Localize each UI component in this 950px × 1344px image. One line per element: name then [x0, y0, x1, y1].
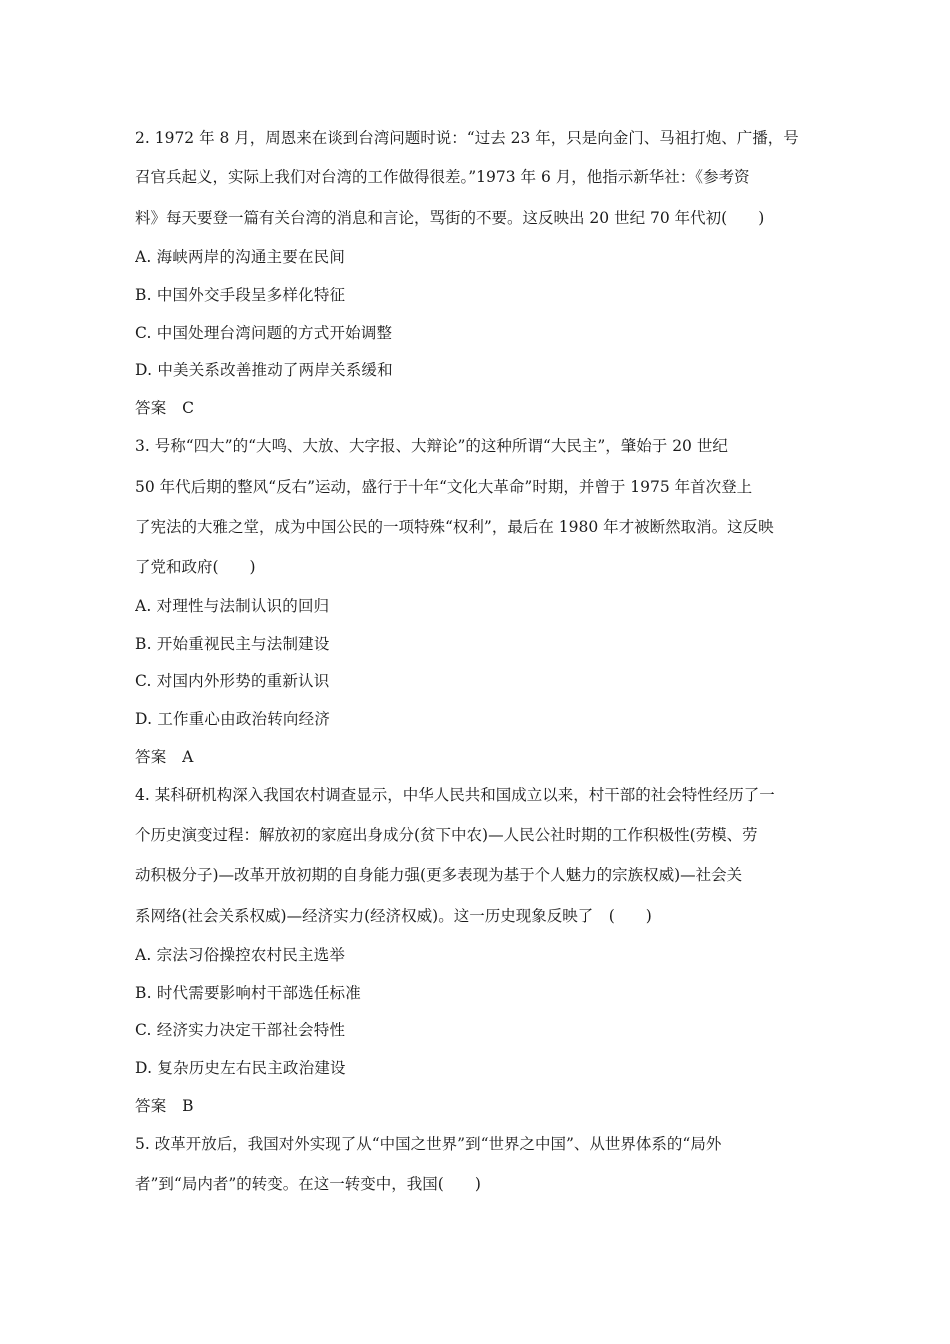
- question-3-stem-line-2: 50 年代后期的整风“反右”运动，盛行于十年“文化大革命”时期，并曾于 1975 年首次登上: [135, 478, 753, 496]
- question-2-option-b: B. 中国外交手段呈多样化特征: [135, 286, 346, 304]
- question-2-stem-line-3: 料》每天要登一篇有关台湾的消息和言论，骂街的不要。这反映出 20 世纪 70 年代初( ): [135, 209, 765, 227]
- question-2-option-d: D. 中美关系改善推动了两岸关系缓和: [135, 361, 393, 379]
- question-2-stem-line-2: 召官兵起义，实际上我们对台湾的工作做得很差。”1973 年 6 月，他指示新华社：《参考资: [135, 168, 750, 186]
- question-3-stem-line-1: 3. 号称“四大”的“大鸣、大放、大字报、大辩论”的这种所谓“大民主”，肇始于 20 世纪: [135, 437, 728, 455]
- question-4-option-d: D. 复杂历史左右民主政治建设: [135, 1059, 346, 1077]
- question-2-answer: 答案 C: [135, 399, 195, 417]
- question-3-option-b: B. 开始重视民主与法制建设: [135, 635, 330, 653]
- question-2-option-a: A. 海峡两岸的沟通主要在民间: [135, 248, 346, 266]
- question-2-stem-line-1: 2. 1972 年 8 月，周恩来在谈到台湾问题时说：“过去 23 年，只是向金门、马祖打炮、广播，号: [135, 129, 799, 147]
- question-3-option-c: C. 对国内外形势的重新认识: [135, 672, 330, 690]
- question-4-option-c: C. 经济实力决定干部社会特性: [135, 1021, 346, 1039]
- question-4-stem-line-4: 系网络(社会关系权威)—经济实力(经济权威)。这一历史现象反映了 ( ): [135, 907, 652, 925]
- question-4-option-b: B. 时代需要影响村干部选任标准: [135, 984, 361, 1002]
- question-3-stem-line-3: 了宪法的大雅之堂，成为中国公民的一项特殊“权利”，最后在 1980 年才被断然取消。这反映: [135, 518, 774, 536]
- question-4-stem-line-3: 动积极分子)—改革开放初期的自身能力强(更多表现为基于个人魅力的宗族权威)—社会关: [135, 866, 743, 884]
- question-5-stem-line-1: 5. 改革开放后，我国对外实现了从“中国之世界”到“世界之中国”、从世界体系的“局外: [135, 1135, 722, 1153]
- question-4-stem-line-2: 个历史演变过程：解放初的家庭出身成分(贫下中农)—人民公社时期的工作积极性(劳模、劳: [135, 826, 758, 844]
- question-5-stem-line-2: 者”到“局内者”的转变。在这一转变中，我国( ): [135, 1175, 481, 1193]
- question-3-stem-line-4: 了党和政府( ): [135, 558, 256, 576]
- question-4-stem-line-1: 4. 某科研机构深入我国农村调查显示，中华人民共和国成立以来，村干部的社会特性经历了一: [135, 786, 775, 804]
- question-3-option-a: A. 对理性与法制认识的回归: [135, 597, 330, 615]
- question-2-option-c: C. 中国处理台湾问题的方式开始调整: [135, 324, 393, 342]
- question-4-option-a: A. 宗法习俗操控农村民主选举: [135, 946, 346, 964]
- question-3-answer: 答案 A: [135, 748, 194, 766]
- question-3-option-d: D. 工作重心由政治转向经济: [135, 710, 331, 728]
- question-4-answer: 答案 B: [135, 1097, 194, 1115]
